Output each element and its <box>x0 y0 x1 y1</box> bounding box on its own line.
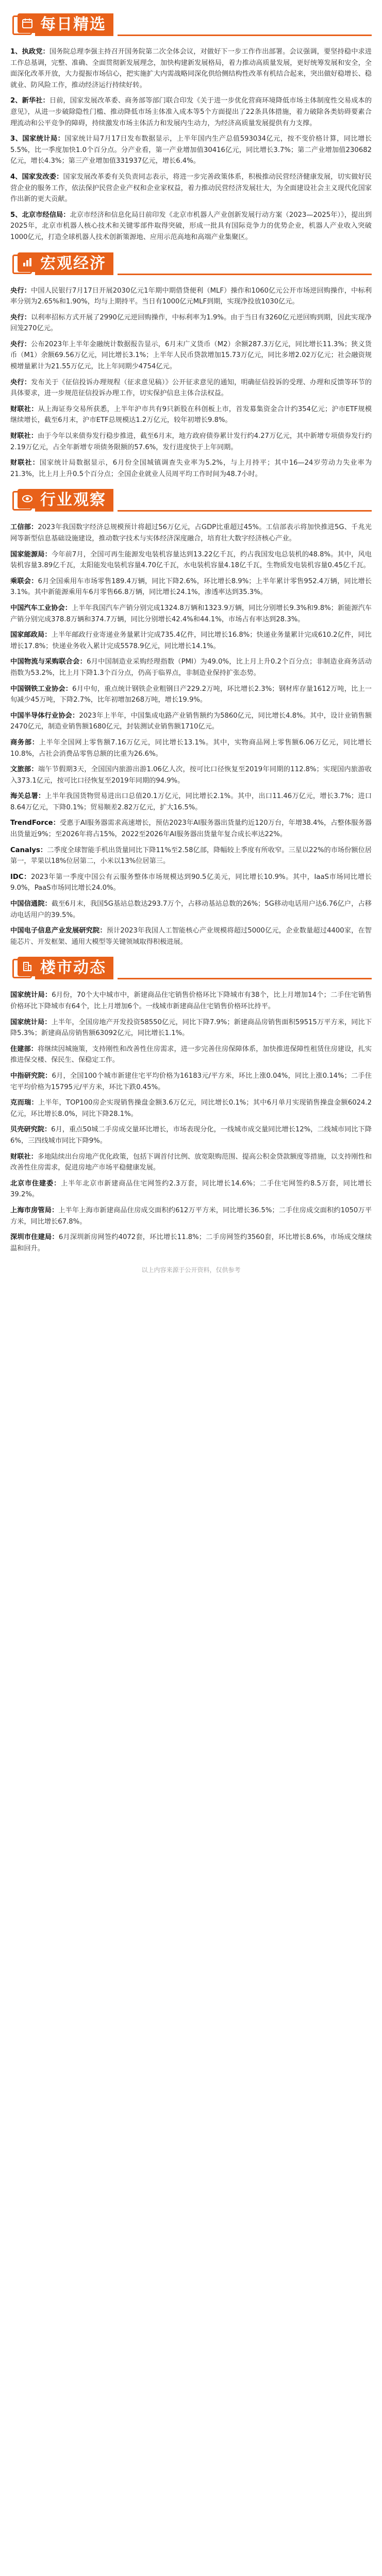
news-source: 贝壳研究院： <box>10 1126 52 1134</box>
daily-section-header <box>10 11 372 38</box>
news-source: 财联社： <box>10 405 38 413</box>
news-item <box>10 377 372 399</box>
news-source: 乘联会： <box>10 577 38 585</box>
news-item <box>10 1044 372 1066</box>
news-item <box>10 603 372 625</box>
news-source: 3、国家统计局： <box>10 135 65 143</box>
news-item <box>10 791 372 813</box>
news-text: 国家发展改革委有关负责同志表示，将进一步完善政策体系，积极推动民营经济健康发展，切实做好民营企业的服务工作，依法保护民营企业产权和企业家权益，着力推动民营经济发展壮大，为全面建设社会主义现代化国家作出新的更大贡献。 <box>10 173 372 204</box>
news-item <box>10 431 372 453</box>
industry-section-title: 行业观察 <box>35 489 113 512</box>
news-source: TrendForce： <box>10 819 60 827</box>
news-source: 中指研究院： <box>10 1072 52 1080</box>
news-item <box>10 1124 372 1146</box>
news-source: 1、执政党： <box>10 48 49 56</box>
news-text: 公布2023年上半年金融统计数据报告显示，6月末广义货币（M2）余额287.3万亿元，同比增长11.3%；狭义货币（M1）余额69.56万亿元，同比增长3.1%；上半年人民币贷款增加15.73万亿元，同比多增2.02万亿元；社会融资规模增量累计为21.55万亿元，比上年同期少4754亿元。 <box>10 340 372 371</box>
news-source: 央行： <box>10 286 31 295</box>
news-text: 截至6月末，我国5G基站总数达293.7万个，占移动基站总数的26%；5G移动电话用户达6.76亿户，占移动电话用户的39.5%。 <box>10 900 372 919</box>
news-source: 央行： <box>10 313 31 321</box>
news-text: 上半年我国货物贸易进出口总值20.1万亿元，同比增长2.1%。其中，出口11.46万亿元，增长3.7%；进口8.64万亿元，下降0.1%；贸易顺差2.82万亿元，扩大16.5%。 <box>10 792 372 811</box>
news-text: 国家统计局7月17日发布数据显示，上半年国内生产总值593034亿元，按不变价格计算，同比增长5.5%，比一季度加快1.0个百分点。分产业看，第一产业增加值30416亿元，同比增长3.7%；第二产业增加值230682亿元，增长4.3%；第三产业增加值331937亿元，增长6.4%。 <box>10 135 372 165</box>
news-text: 2023年我国数字经济总规模预计将超过56万亿元，占GDP比重超过45%。工信部表示将加快推进5G、千兆光网等新型信息基础设施建设，推动数字技术与实体经济深度融合，培育壮大数字经济核心产业。 <box>10 523 372 543</box>
news-item <box>10 1017 372 1039</box>
news-source: Canalys： <box>10 846 47 854</box>
industry-section <box>10 487 372 947</box>
industry-list <box>10 522 372 947</box>
building-icon <box>18 957 37 976</box>
city-section-title: 楼市动态 <box>35 957 113 979</box>
news-item <box>10 684 372 706</box>
news-source: 工信部： <box>10 523 38 532</box>
news-text: 受惠于AI服务器需求高速增长，预估2023年AI服务器出货量约近120万台，年增38.4%，占整体服务器出货量近9%；至2026年将占15%，2022至2026年AI服务器出货量年复合成长率达22%。 <box>10 819 372 839</box>
news-text: 北京市经济和信息化局日前印发《北京市机器人产业创新发展行动方案（2023—2025年）》，提出到2025年，北京市机器人核心技术和关键零部件取得突破，形成一批具有国际竞争力的优势企业，机器人产业收入突破1000亿元，打造全球机器人技术创新策源地、应用示范高地和高端产业集聚区。 <box>10 211 372 241</box>
news-source: 中国电子信息产业发展研究院： <box>10 927 107 935</box>
macro-section <box>10 250 372 480</box>
news-item <box>10 1205 372 1227</box>
news-text: 6月深圳新房网签约4072套，环比增长11.8%；二手房网签约3560套，环比增长8.6%，市场成交继续温和回升。 <box>10 1233 372 1252</box>
news-item <box>10 339 372 372</box>
news-item <box>10 845 372 867</box>
news-text: 6月，重点50城二手房成交量环比增长，市场表现分化，一线城市成交量同比增长12%，二线城市同比下降6%，三四线城市同比下降9%。 <box>10 1126 372 1145</box>
industry-badge <box>10 489 38 512</box>
news-source: 财联社： <box>10 432 38 440</box>
news-item <box>10 576 372 598</box>
news-source: 克而瑞： <box>10 1099 38 1107</box>
news-text: 2023年上半年，中国集成电路产业销售额约为5860亿元，同比增长4.8%。其中，设计业销售额2470亿元，制造业销售额1680亿元，封装测试业销售额1710亿元。 <box>10 711 372 731</box>
news-text: 6月，全国100个城市新建住宅平均价格为16183元/平方米，环比上涨0.04%，同比上涨0.14%；二手住宅平均价格为15795元/平方米，环比下跌0.45%。 <box>10 1072 372 1091</box>
news-text: 国家统计局数据显示，6月份全国城镇调查失业率为5.2%，与上月持平；其中16—24岁劳动力失业率为21.3%，比上月上升0.5个百分点；全国企业就业人员周平均工作时间为48.7小时。 <box>10 459 372 478</box>
news-source: 上海市房管局： <box>10 1206 59 1214</box>
news-text: 国务院总理李强主持召开国务院第二次全体会议，对做好下一步工作作出部署。会议强调，要坚持稳中求进工作总基调，完整、准确、全面贯彻新发展理念，加快构建新发展格局，着力推动高质量发展，更好统筹发展和安全，全面深化改革开放，大力提振市场信心，把实施扩大内需战略同深化供给侧结构性改革有机结合起来，突出做好稳增长、稳就业、防风险工作，推动经济运行持续好转。 <box>10 48 372 89</box>
news-source: 海关总署： <box>10 792 45 801</box>
news-source: 央行： <box>10 340 31 348</box>
news-source: 国家邮政局： <box>10 631 52 639</box>
news-item <box>10 46 372 91</box>
news-item <box>10 1097 372 1120</box>
news-text: 上半年，全国房地产开发投资58550亿元，同比下降7.9%；新建商品房销售面积59515万平方米，同比下降5.3%；新建商品房销售额63092亿元，同比增长1.1%。 <box>10 1018 372 1038</box>
news-item <box>10 990 372 1012</box>
news-item <box>10 872 372 894</box>
news-text: 上半年邮政行业寄递业务量累计完成735.4亿件，同比增长16.8%；快递业务量累计完成610.2亿件，同比增长17.8%；快递业务收入累计完成5578.9亿元，同比增长14.1%。 <box>10 631 372 650</box>
city-section <box>10 955 372 1254</box>
section-divider-line <box>118 978 372 979</box>
news-text: 预计2023年我国人工智能核心产业规模将超过5000亿元，企业数量超过4400家，在智能芯片、开发框架、通用大模型等关键领域取得积极进展。 <box>10 927 372 946</box>
news-text: 上半年我国汽车产销分别完成1324.8万辆和1323.9万辆，同比分别增长9.3%和9.8%；新能源汽车产销分别完成378.8万辆和374.7万辆，同比分别增长42.4%和44.1%，市场占有率达到28.3%。 <box>10 604 372 623</box>
macro-section-header <box>10 250 372 277</box>
daily-list <box>10 46 372 243</box>
news-source: 深圳市住建局： <box>10 1233 59 1242</box>
news-source: 北京市住建委： <box>10 1179 61 1188</box>
news-source: 中国汽车工业协会： <box>10 604 72 612</box>
news-text: 发布关于《征信投诉办理规程（征求意见稿）》公开征求意见的通知，明确征信投诉的受理、办理和反馈等环节的具体要求，进一步规范征信投诉办理工作，切实保护信息主体合法权益。 <box>10 378 372 398</box>
news-text: 今年前7月，全国可再生能源发电装机容量达到13.22亿千瓦，约占我国发电总装机的48.8%。其中，风电装机容量3.89亿千瓦，太阳能发电装机容量4.70亿千瓦，水电装机容量4.18亿千瓦，生物质发电装机容量0.45亿千瓦。 <box>10 550 372 570</box>
news-text: 上半年上海市新建商品住房成交面积约612万平方米，同比增长36.5%；二手住房成交面积约1050万平方米，同比增长67.8%。 <box>10 1206 372 1226</box>
news-source: 财联社： <box>10 459 40 467</box>
news-text: 6月份，70个大中城市中，新建商品住宅销售价格环比下降城市有38个，比上月增加14个；二手住宅销售价格环比下降城市有64个，比上月增加6个。一线城市新建商品住宅销售价格环比持平。 <box>10 991 372 1010</box>
news-text: 中国人民银行7月17日开展2030亿元1年期中期借贷便利（MLF）操作和1060亿元公开市场逆回购操作，中标利率分别为2.65%和1.90%，均与上期持平。当日有1000亿元MLF到期，实现净投放1030亿元。 <box>10 286 372 306</box>
news-item <box>10 1178 372 1200</box>
news-source: 央行： <box>10 378 31 386</box>
news-source: IDC： <box>10 873 31 881</box>
news-text: 6月中旬，重点统计钢铁企业粗钢日产229.2万吨，环比增长2.3%；钢材库存量1612万吨，比上一旬减少45万吨，下降2.7%，比年初增加268万吨，增长19.9%。 <box>10 685 372 704</box>
news-item <box>10 818 372 840</box>
news-text: 多地陆续出台房地产优化政策，包括下调首付比例、放宽限购范围、提高公积金贷款额度等措施，以支持刚性和改善性住房需求，促进房地产市场平稳健康发展。 <box>10 1153 372 1172</box>
news-text: 日前，国家发展改革委、商务部等部门联合印发《关于进一步优化营商环境降低市场主体制度性交易成本的意见》，从进一步破除隐性门槛、推动降低市场主体准入成本等5个方面提出了22条具体措施，着力破除各类妨碍要素合理流动和公平竞争的障碍，持续激发市场主体活力和发展内生动力，为经济高质量发展提供有力支撑。 <box>10 97 372 127</box>
news-item <box>10 210 372 243</box>
news-item <box>10 1232 372 1254</box>
news-item <box>10 133 372 167</box>
news-item <box>10 95 372 129</box>
news-text: 从上海证券交易所获悉，上半年沪市共有9只新股在科创板上市，首发募集资金合计约354亿元；沪市ETF规模继续增长，截至6月末，沪市ETF总规模达1.2万亿元，较年初增长9.8%。 <box>10 405 372 425</box>
news-text: 6月全国乘用车市场零售189.4万辆，同比下降2.6%，环比增长8.9%；上半年累计零售952.4万辆，同比增长3.1%。其中新能源乘用车6月零售66.8万辆，同比增长24.1%，渗透率达到35.3%。 <box>10 577 372 597</box>
news-text: 2023年第一季度中国公有云服务整体市场规模达到90.5亿美元，同比增长10.9%。其中，IaaS市场同比增长9.0%，PaaS市场同比增长24.0%。 <box>10 873 372 892</box>
daily-badge <box>10 13 38 36</box>
news-item <box>10 710 372 733</box>
news-source: 国家统计局： <box>10 1018 52 1026</box>
city-list <box>10 990 372 1254</box>
news-item <box>10 285 372 308</box>
news-text: 上半年全国网上零售额7.16万亿元，同比增长13.1%。其中，实物商品网上零售额6.06万亿元，同比增长10.8%，占社会消费品零售总额的比重为26.6%。 <box>10 738 372 758</box>
news-text: 上半年，TOP100房企实现销售操盘金额3.6万亿元，同比增长0.1%；其中6月单月实现销售操盘金额6024.2亿元，环比增长8.0%，同比下降28.1%。 <box>10 1099 372 1118</box>
news-item <box>10 1151 372 1174</box>
macro-badge <box>10 252 38 275</box>
section-divider-line <box>118 510 372 512</box>
news-source: 文旅部： <box>10 766 38 774</box>
eye-icon <box>18 489 37 509</box>
news-item <box>10 549 372 571</box>
news-text: 由于今年以来债券发行稳步推进，截至6月末，地方政府债券累计发行约4.27万亿元，其中新增专项债券发行约2.19万亿元，占全年新增专项债务限额的57.6%，发行进度快于上年同期。 <box>10 432 372 451</box>
news-text: 以利率招标方式开展了2990亿元逆回购操作，中标利率为1.9%。由于当日有3260亿元逆回购到期，因此实现净回笼270亿元。 <box>10 313 372 333</box>
news-item <box>10 404 372 426</box>
chart-icon <box>18 252 37 272</box>
news-text: 6月中国制造业采购经理指数（PMI）为49.0%，比上月上升0.2个百分点；非制造业商务活动指数为53.2%，比上月下降1.3个百分点，仍高于临界点，非制造业保持扩张态势。 <box>10 658 372 677</box>
news-source: 商务部： <box>10 738 39 747</box>
news-source: 中国信通院： <box>10 900 52 908</box>
news-item <box>10 630 372 652</box>
daily-section-title: 每日精选 <box>35 13 113 36</box>
calendar-icon <box>18 13 37 33</box>
industry-section-header <box>10 487 372 514</box>
macro-list <box>10 285 372 480</box>
news-item <box>10 312 372 334</box>
news-source: 中国物流与采购联合会： <box>10 658 87 666</box>
news-source: 5、北京市经信局： <box>10 211 70 219</box>
city-section-header <box>10 955 372 981</box>
news-source: 中国半导体行业协会： <box>10 711 79 720</box>
news-source: 4、国家发改委： <box>10 173 63 181</box>
news-item <box>10 656 372 679</box>
news-item <box>10 457 372 480</box>
news-text: 端午节假期3天，全国国内旅游出游1.06亿人次，按可比口径恢复至2019年同期的112.8%；实现国内旅游收入373.1亿元，按可比口径恢复至2019年同期的94.9%。 <box>10 766 372 785</box>
footer-note: 以上内容来源于公开资料，仅供参考 <box>141 1266 241 1274</box>
news-item <box>10 522 372 544</box>
macro-section-title: 宏观经济 <box>35 252 113 275</box>
news-text: 将继续因城施策，支持刚性和改善性住房需求，进一步完善住房保障体系，加快推进保障性租赁住房建设，扎实推进保交楼、保民生、保稳定工作。 <box>10 1045 372 1064</box>
daily-section <box>10 11 372 243</box>
news-item <box>10 1071 372 1093</box>
news-text: 上半年北京市新建商品住宅网签约2.3万套，同比增长14.6%；二手住宅网签约8.5万套，同比增长39.2%。 <box>10 1179 372 1199</box>
city-badge <box>10 957 38 979</box>
news-item <box>10 925 372 947</box>
news-source: 财联社： <box>10 1153 38 1161</box>
section-divider-line <box>118 35 372 36</box>
news-source: 国家统计局： <box>10 991 52 999</box>
news-item <box>10 172 372 205</box>
section-divider-line <box>118 274 372 275</box>
news-item <box>10 899 372 921</box>
news-text: 二季度全球智能手机出货量同比下降11%至2.58亿部，降幅较上季度有所收窄。三星以22%的市场份额位居第一，苹果以18%位居第二，小米以13%位居第三。 <box>10 846 372 866</box>
news-source: 住建部： <box>10 1045 38 1053</box>
news-source: 2、新华社： <box>10 97 49 105</box>
news-source: 国家能源局： <box>10 550 52 558</box>
news-source: 中国钢铁工业协会： <box>10 685 73 693</box>
news-item <box>10 737 372 759</box>
news-item <box>10 764 372 786</box>
